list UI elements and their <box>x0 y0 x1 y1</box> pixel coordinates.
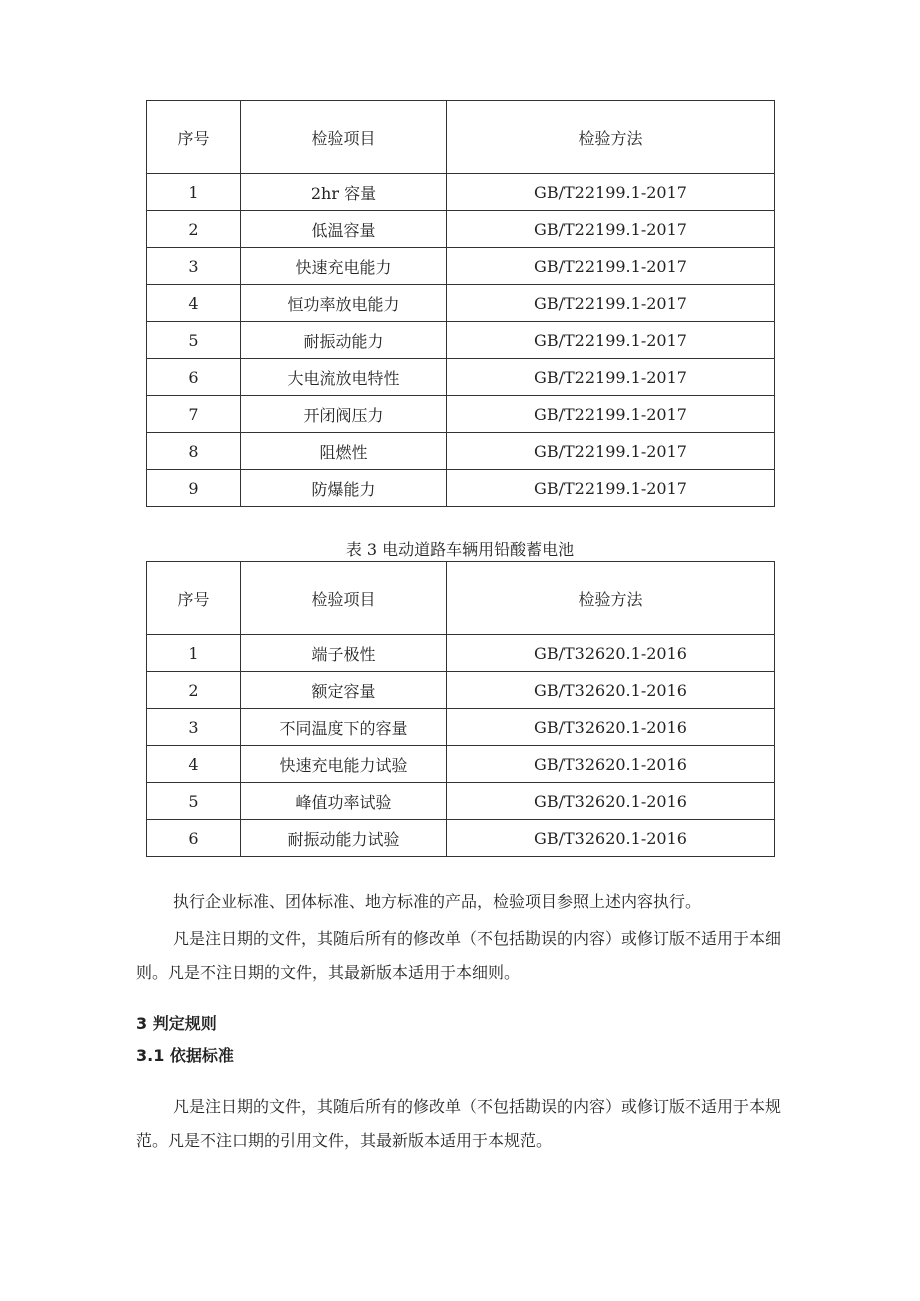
table-row <box>147 248 775 285</box>
cell-method: GB/T22199.1-2017 <box>447 470 775 507</box>
table-row <box>147 672 775 709</box>
table-row <box>147 709 775 746</box>
cell-item: 不同温度下的容量 <box>241 709 447 746</box>
table-header-row <box>147 562 775 635</box>
table-row <box>147 433 775 470</box>
cell-method: GB/T22199.1-2017 <box>447 433 775 470</box>
header-seq: 序号 <box>147 562 241 635</box>
cell-item: 额定容量 <box>241 672 447 709</box>
table-row <box>147 396 775 433</box>
cell-item: 大电流放电特性 <box>241 359 447 396</box>
table-row <box>147 470 775 507</box>
table-row <box>147 746 775 783</box>
cell-seq: 2 <box>147 211 241 248</box>
cell-seq: 1 <box>147 174 241 211</box>
cell-item: 阻燃性 <box>241 433 447 470</box>
cell-seq: 5 <box>147 322 241 359</box>
cell-seq: 3 <box>147 248 241 285</box>
cell-method: GB/T22199.1-2017 <box>447 211 775 248</box>
cell-seq: 4 <box>147 746 241 783</box>
cell-method: GB/T22199.1-2017 <box>447 285 775 322</box>
cell-item: 端子极性 <box>241 635 447 672</box>
cell-seq: 7 <box>147 396 241 433</box>
cell-seq: 8 <box>147 433 241 470</box>
paragraph-scope: 执行企业标准、团体标准、地方标准的产品，检验项目参照上述内容执行。 <box>173 892 702 911</box>
section-heading-3-1: 3.1 依据标准 <box>136 1046 234 1065</box>
table-row <box>147 359 775 396</box>
paragraph-dated-references: 凡是注日期的文件，其随后所有的修改单（不包括勘误的内容）或修订版不适用于本细则。凡是不注日期的文件，其最新版本适用于本细则。 <box>136 929 782 982</box>
cell-method: GB/T32620.1-2016 <box>447 709 775 746</box>
cell-item: 快速充电能力 <box>241 248 447 285</box>
cell-method: GB/T22199.1-2017 <box>447 396 775 433</box>
cell-seq: 2 <box>147 672 241 709</box>
cell-method: GB/T22199.1-2017 <box>447 359 775 396</box>
cell-item: 低温容量 <box>241 211 447 248</box>
inspection-table-2 <box>146 561 775 857</box>
cell-seq: 5 <box>147 783 241 820</box>
header-item: 检验项目 <box>241 562 447 635</box>
table-row <box>147 285 775 322</box>
table-row <box>147 783 775 820</box>
header-method: 检验方法 <box>447 101 775 174</box>
cell-seq: 4 <box>147 285 241 322</box>
header-method: 检验方法 <box>447 562 775 635</box>
cell-method: GB/T32620.1-2016 <box>447 635 775 672</box>
table-row <box>147 174 775 211</box>
paragraph-basis-standard: 凡是注日期的文件，其随后所有的修改单（不包括勘误的内容）或修订版不适用于本规范。凡是不注口期的引用文件，其最新版本适用于本规范。 <box>136 1097 782 1150</box>
cell-method: GB/T32620.1-2016 <box>447 783 775 820</box>
inspection-table-1 <box>146 100 775 507</box>
table-row <box>147 322 775 359</box>
cell-item: 防爆能力 <box>241 470 447 507</box>
cell-item: 耐振动能力试验 <box>241 820 447 857</box>
table-caption: 表 3 电动道路车辆用铅酸蓄电池 <box>345 540 575 559</box>
table-row <box>147 211 775 248</box>
table-row <box>147 820 775 857</box>
section-heading-3: 3 判定规则 <box>136 1014 217 1033</box>
cell-method: GB/T32620.1-2016 <box>447 672 775 709</box>
cell-seq: 6 <box>147 359 241 396</box>
cell-method: GB/T32620.1-2016 <box>447 746 775 783</box>
cell-seq: 6 <box>147 820 241 857</box>
table-header-row <box>147 101 775 174</box>
cell-method: GB/T22199.1-2017 <box>447 248 775 285</box>
cell-item: 2hr 容量 <box>241 174 447 211</box>
cell-seq: 3 <box>147 709 241 746</box>
cell-seq: 9 <box>147 470 241 507</box>
cell-item: 恒功率放电能力 <box>241 285 447 322</box>
cell-item: 峰值功率试验 <box>241 783 447 820</box>
cell-item: 开闭阀压力 <box>241 396 447 433</box>
cell-method: GB/T22199.1-2017 <box>447 174 775 211</box>
cell-seq: 1 <box>147 635 241 672</box>
cell-method: GB/T32620.1-2016 <box>447 820 775 857</box>
table-row <box>147 635 775 672</box>
cell-method: GB/T22199.1-2017 <box>447 322 775 359</box>
cell-item: 耐振动能力 <box>241 322 447 359</box>
header-seq: 序号 <box>147 101 241 174</box>
header-item: 检验项目 <box>241 101 447 174</box>
cell-item: 快速充电能力试验 <box>241 746 447 783</box>
